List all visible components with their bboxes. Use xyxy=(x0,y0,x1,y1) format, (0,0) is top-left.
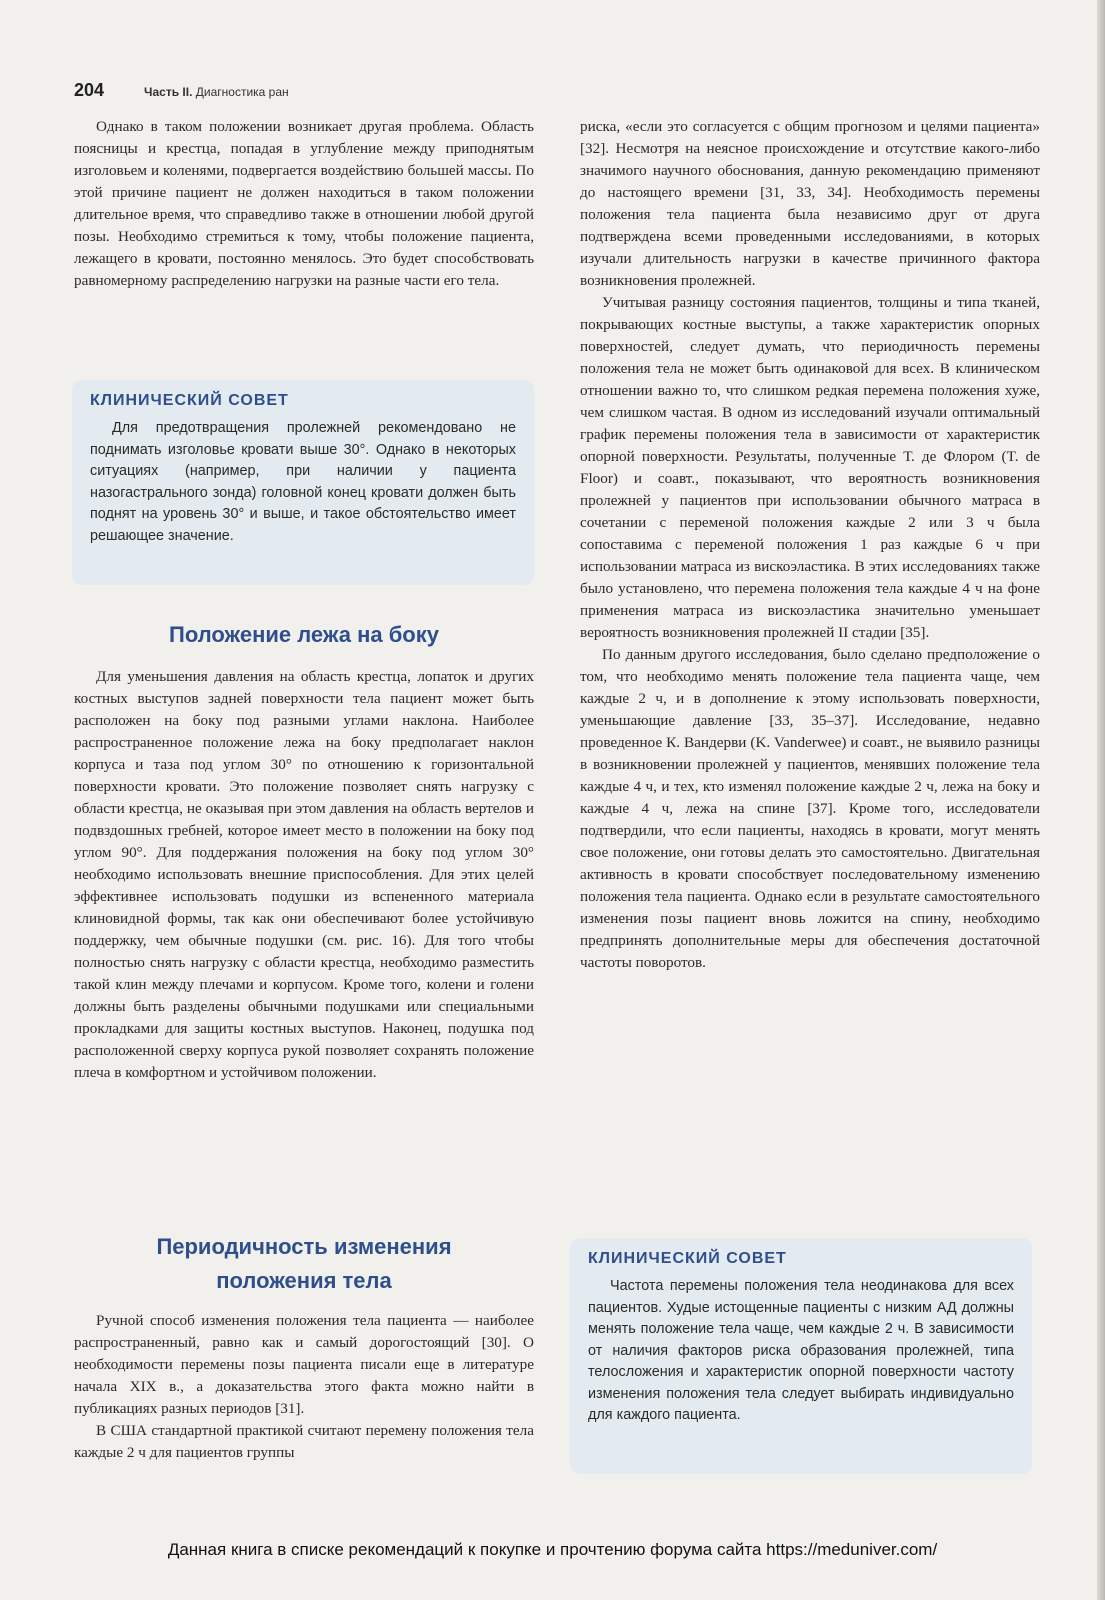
page-number: 204 xyxy=(74,80,105,100)
intro-block xyxy=(74,116,534,292)
running-title xyxy=(144,85,289,99)
heading-side-position: Положение лежа на боку xyxy=(169,622,439,647)
clinical-tip-2-title: КЛИНИЧЕСКИЙ СОВЕТ xyxy=(588,1250,787,1267)
clinical-tip-2-text: Частота перемены положения тела неодинакова для всех пациентов. Худые истощенные пациенты с низким АД должны менять положение тела чаще, чем каждые 2 ч. В зависимости от наличия факторов риска образования пролежней, типа телосложения и характеристик опорной поверхности частоту изменения положения тела следует выбирать индивидуально для каждого пациента. xyxy=(588,1278,1014,1423)
right-paragraph-3: По данным другого исследования, было сделано предположение о том, что необходимо менять положение тела пациента чаще, чем каждые 2 ч, и в дополнение к этому использовать поверхности, уменьшающие давление [33, 35–37]. Исследование, недавно проведенное К. Вандерви (K. Vanderwee) и соавт., не выявило разницы в возникновении пролежней у пациентов, менявших положение тела каждые 4 ч, и тех, кто изменял положение каждые 2 ч, лежа на боку и каждые 4 ч, лежа на спине [37]. Кроме того, исследователи подтвердили, что если пациенты, находясь в кровати, могут менять свое положение, они готовы делать это самостоятельно. Двигательная активность в кровати способствует последовательному изменению положения тела пациента. Однако если в результате самостоятельного изменения позы пациент вновь ложится на спину, необходимо предпринять дополнительные меры для обеспечения достаточной частоты поворотов. xyxy=(580,646,1040,971)
running-header xyxy=(74,80,289,104)
right-paragraph-2: Учитывая разницу состояния пациентов, толщины и типа тканей, покрывающих костные выступы, а также характеристик опорных поверхностей, следует думать, что периодичность перемены положения тела не может быть одинаковой для всех. В клиническом отношении важно то, что слишком редкая перемена положения хуже, чем слишком частая. В одном из исследований изучали оптимальный график перемены положения тела в зависимости от характеристик опорной поверхности. Результаты, полученные Т. де Флором (T. de Floor) и соавт., показывают, что вероятность возникновения пролежней у пациентов при использовании обычного матраса в сочетании с переменой положения каждые 2 или 3 ч была сопоставима с переменой положения 1 раз каждые 6 ч при использовании матраса из вискоэластика. В этих исследованиях также было установлено, что перемена положения тела каждые 4 ч на фоне применения матраса из вискоэластика значительно уменьшает вероятность возникновения пролежней II стадии [35]. xyxy=(580,294,1040,641)
section-label: Диагностика ран xyxy=(195,85,289,99)
periodicity-block xyxy=(74,1310,534,1464)
clinical-tip-2 xyxy=(570,1238,1032,1474)
heading-periodicity xyxy=(74,1230,534,1298)
intro-paragraph: Однако в таком положении возникает другая проблема. Область поясницы и крестца, попадая в углубление между приподнятым изголовьем и коленями, подвергается воздействию большей массы. По этой причине пациент не должен находиться в таком положении длительное время, что справедливо также в отношении любой другой позы. Необходимо стремиться к тому, чтобы положение пациента, лежащего в кровати, постоянно менялось. Это будет способствовать равномерному распределению нагрузки на разные части его тела. xyxy=(74,118,534,289)
clinical-tip-1-title: КЛИНИЧЕСКИЙ СОВЕТ xyxy=(90,392,289,409)
footer-note: Данная книга в списке рекомендаций к покупке и прочтению форума сайта https://meduniver.com/ xyxy=(167,1540,938,1559)
heading-periodicity-line2: положения тела xyxy=(216,1268,392,1293)
right-paragraph-1: риска, «если это согласуется с общим прогнозом и целями пациента» [32]. Несмотря на неясное происхождение и отсутствие какого-либо значимого научного обоснования, данную рекомендацию применяют до настоящего времени [31, 33, 34]. Необходимость перемены положения тела пациента была независимо друг от друга подтверждена всеми проведенными исследованиями, в которых изучали длительность нагрузки в качестве причинного фактора возникновения пролежней. xyxy=(580,118,1040,289)
clinical-tip-1 xyxy=(72,380,534,585)
part-label: Часть II. xyxy=(144,85,193,99)
right-column-block xyxy=(580,116,1040,974)
heading-periodicity-line1: Периодичность изменения xyxy=(156,1234,452,1259)
periodicity-paragraph-2: В США стандартной практикой считают перемену положения тела каждые 2 ч для пациентов группы xyxy=(74,1422,534,1461)
page-edge xyxy=(1097,0,1105,1600)
side-position-paragraph: Для уменьшения давления на область крестца, лопаток и других костных выступов задней поверхности тела пациент может быть расположен на боку под разными углами наклона. Наиболее распространенное положение лежа на боку предполагает наклон корпуса и таза под углом 30° по отношению к горизонтальной поверхности кровати. Это положение позволяет снять нагрузку с области крестца, не оказывая при этом давления на область вертелов и подвздошных гребней, которое имеет место в положении на боку под углом 90°. Для поддержания положения на боку под углом 30° необходимо использовать внешние приспособления. Для этих целей эффективнее использовать подушки из вспененного материала клиновидной формы, так как они обеспечивают более устойчивую поддержку, чем обычные подушки (см. рис. 16). Для того чтобы полностью снять нагрузку с области крестца, необходимо разместить такой клин между плечами и корпусом. Кроме того, колени и голени должны быть разделены обычными подушками или специальными прокладками для защиты костных выступов. Наконец, подушка под расположенной сверху корпуса рукой позволяет сохранять положение плеча в комфортном и устойчивом положении. xyxy=(74,668,534,1081)
clinical-tip-1-text: Для предотвращения пролежней рекомендовано не поднимать изголовье кровати выше 30°. Однако в некоторых ситуациях (например, при наличии у пациента назогастрального зонда) головной конец кровати должен быть поднят на уровень 30° и выше, и такое обстоятельство имеет решающее значение. xyxy=(90,420,516,544)
side-position-block xyxy=(74,666,534,1084)
periodicity-paragraph-1: Ручной способ изменения положения тела пациента — наиболее распространенный, равно как и самый дорогостоящий [30]. О необходимости перемены позы пациента писали еще в литературе начала XIX в., а доказательства этого факта можно найти в публикациях разных периодов [31]. xyxy=(74,1312,534,1417)
